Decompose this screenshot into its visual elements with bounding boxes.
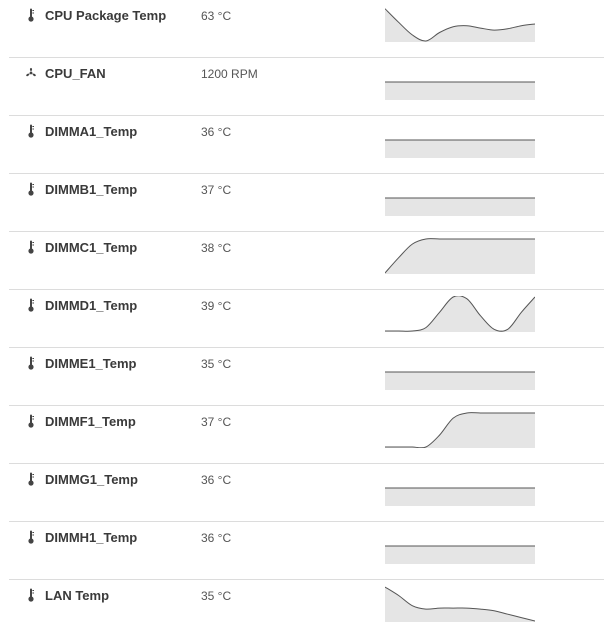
- sensor-value: 36 °C: [201, 473, 232, 487]
- thermometer-icon-glyph: [27, 472, 35, 486]
- sensor-value: 37 °C: [201, 183, 232, 197]
- sparkline-area: [385, 488, 535, 506]
- sensor-row-dimma1-temp: [9, 116, 604, 174]
- sensor-name: DIMMB1_Temp: [45, 182, 138, 197]
- sensor-value: 39 °C: [201, 299, 232, 313]
- sparkline-chart: [385, 6, 535, 42]
- sparkline-area: [385, 587, 535, 622]
- thermometer-icon-glyph: [27, 530, 35, 544]
- sensor-value: 35 °C: [201, 357, 232, 371]
- sparkline-chart: [385, 238, 535, 274]
- thermometer-icon-glyph: [27, 588, 35, 602]
- sensor-name: DIMMH1_Temp: [45, 530, 138, 545]
- sparkline-chart: [385, 296, 535, 332]
- sensor-value: 1200 RPM: [201, 67, 258, 81]
- sparkline-area: [385, 198, 535, 216]
- sensor-name: DIMMG1_Temp: [45, 472, 138, 487]
- thermometer-icon: [25, 240, 37, 254]
- sensor-name: DIMMF1_Temp: [45, 414, 136, 429]
- fan-icon-glyph: [25, 66, 37, 80]
- sparkline-area: [385, 546, 535, 564]
- thermometer-icon-glyph: [27, 298, 35, 312]
- sensor-row-dimmh1-temp: [9, 522, 604, 580]
- sparkline-area: [385, 413, 535, 448]
- sensor-row-lan-temp: [9, 580, 604, 637]
- thermometer-icon: [25, 414, 37, 428]
- sensor-name: DIMMA1_Temp: [45, 124, 138, 139]
- sensor-value: 63 °C: [201, 9, 232, 23]
- sensor-name: DIMMD1_Temp: [45, 298, 138, 313]
- sensor-row-dimmf1-temp: [9, 406, 604, 464]
- sensor-row-dimme1-temp: [9, 348, 604, 406]
- sensor-row-dimmc1-temp: [9, 232, 604, 290]
- thermometer-icon: [25, 530, 37, 544]
- thermometer-icon: [25, 298, 37, 312]
- thermometer-icon: [25, 356, 37, 370]
- sparkline-area: [385, 140, 535, 158]
- sensor-name: DIMMC1_Temp: [45, 240, 138, 255]
- sparkline-chart: [385, 528, 535, 564]
- thermometer-icon-glyph: [27, 414, 35, 428]
- sensor-row-cpu-package-temp: [9, 0, 604, 58]
- thermometer-icon-glyph: [27, 356, 35, 370]
- sensor-name: LAN Temp: [45, 588, 110, 603]
- sparkline-chart: [385, 64, 535, 100]
- sensor-row-dimmd1-temp: [9, 290, 604, 348]
- sensor-value: 36 °C: [201, 125, 232, 139]
- thermometer-icon: [25, 182, 37, 196]
- sparkline-area: [385, 239, 535, 274]
- thermometer-icon-glyph: [27, 182, 35, 196]
- sensor-value: 36 °C: [201, 531, 232, 545]
- sensor-value: 37 °C: [201, 415, 232, 429]
- sparkline-area: [385, 82, 535, 100]
- thermometer-icon-glyph: [27, 240, 35, 254]
- thermometer-icon: [25, 588, 37, 602]
- sensor-name: CPU_FAN: [45, 66, 106, 81]
- thermometer-icon-glyph: [27, 8, 35, 22]
- sparkline-chart: [385, 180, 535, 216]
- sensor-row-cpu-fan: [9, 58, 604, 116]
- sensor-row-dimmb1-temp: [9, 174, 604, 232]
- sensor-name: CPU Package Temp: [45, 8, 167, 23]
- sparkline-chart: [385, 586, 535, 622]
- sparkline-area: [385, 296, 535, 332]
- sensor-name: DIMME1_Temp: [45, 356, 137, 371]
- sparkline-chart: [385, 470, 535, 506]
- sensor-row-dimmg1-temp: [9, 464, 604, 522]
- thermometer-icon: [25, 124, 37, 138]
- sparkline-chart: [385, 122, 535, 158]
- sensor-value: 35 °C: [201, 589, 232, 603]
- sparkline-chart: [385, 354, 535, 390]
- fan-icon: [25, 66, 37, 80]
- sparkline-chart: [385, 412, 535, 448]
- thermometer-icon: [25, 8, 37, 22]
- sparkline-area: [385, 372, 535, 390]
- thermometer-icon-glyph: [27, 124, 35, 138]
- sensor-value: 38 °C: [201, 241, 232, 255]
- thermometer-icon: [25, 472, 37, 486]
